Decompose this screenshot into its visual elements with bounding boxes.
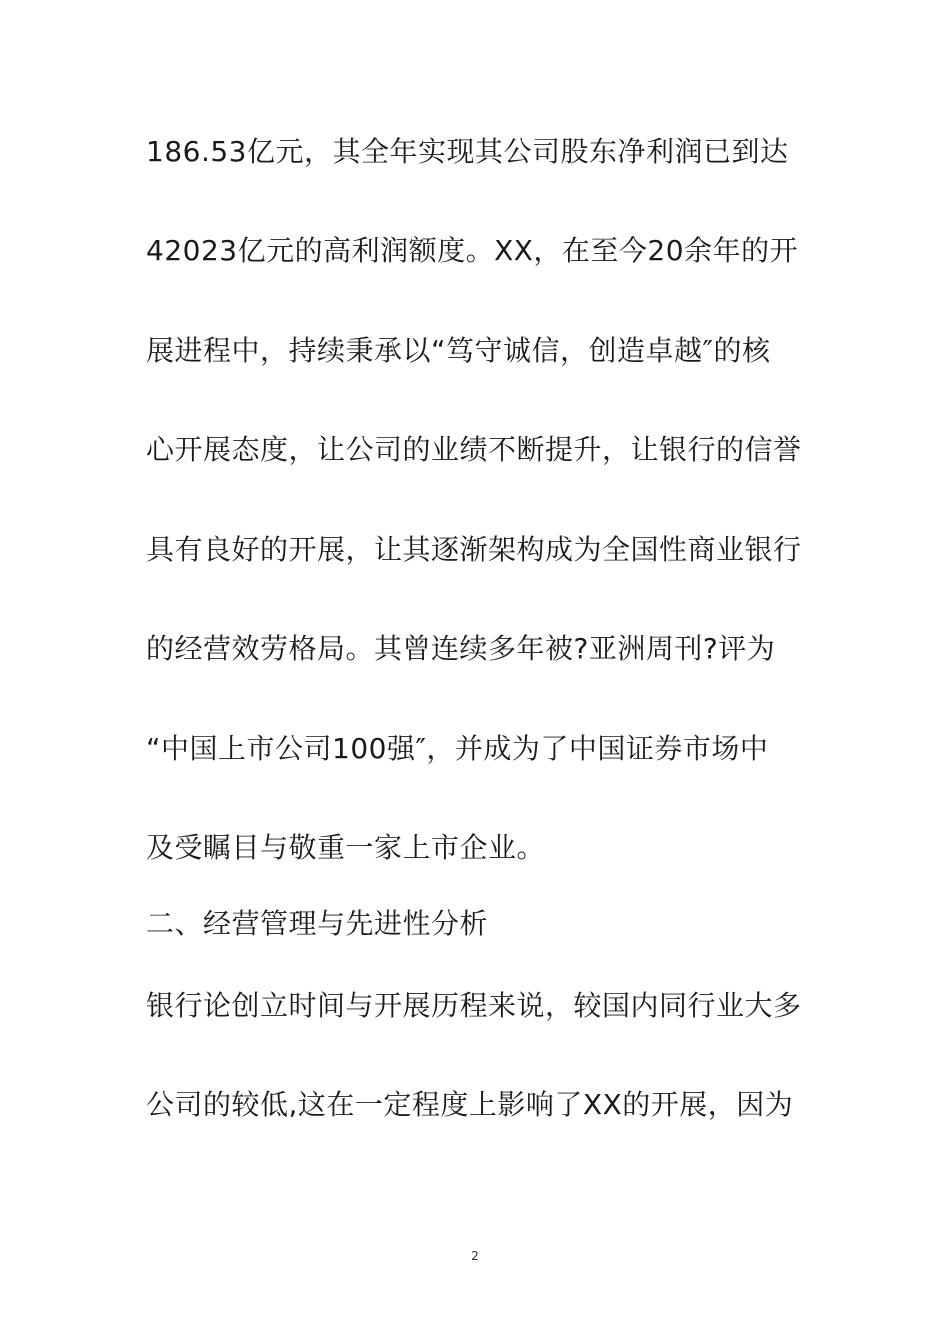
paragraph-line: “中国上市公司100强″，并成为了中国证券市场中 bbox=[146, 732, 769, 765]
page-number: 2 bbox=[471, 1249, 479, 1263]
paragraph-line: 的经营效劳格局。其曾连续多年被?亚洲周刊?评为 bbox=[146, 632, 776, 665]
paragraph-line: 42023亿元的高利润额度。XX，在至今20余年的开 bbox=[146, 234, 799, 267]
paragraph-line: 展进程中，持续秉承以“笃守诚信，创造卓越″的核 bbox=[146, 334, 771, 367]
paragraph-line: 186.53亿元，其全年实现其公司股东净利润已到达 bbox=[146, 135, 789, 168]
paragraph-line: 银行论创立时间与开展历程来说，较国内同行业大多 bbox=[146, 989, 802, 1022]
paragraph-line: 具有良好的开展，让其逐渐架构成为全国性商业银行 bbox=[146, 533, 802, 566]
section-heading: 二、经营管理与先进性分析 bbox=[146, 907, 489, 940]
paragraph-line: 及受瞩目与敬重一家上市企业。 bbox=[146, 831, 546, 864]
paragraph-line: 公司的较低,这在一定程度上影响了XX的开展，因为 bbox=[146, 1088, 794, 1121]
paragraph-line: 心开展态度，让公司的业绩不断提升，让银行的信誉 bbox=[146, 433, 802, 466]
